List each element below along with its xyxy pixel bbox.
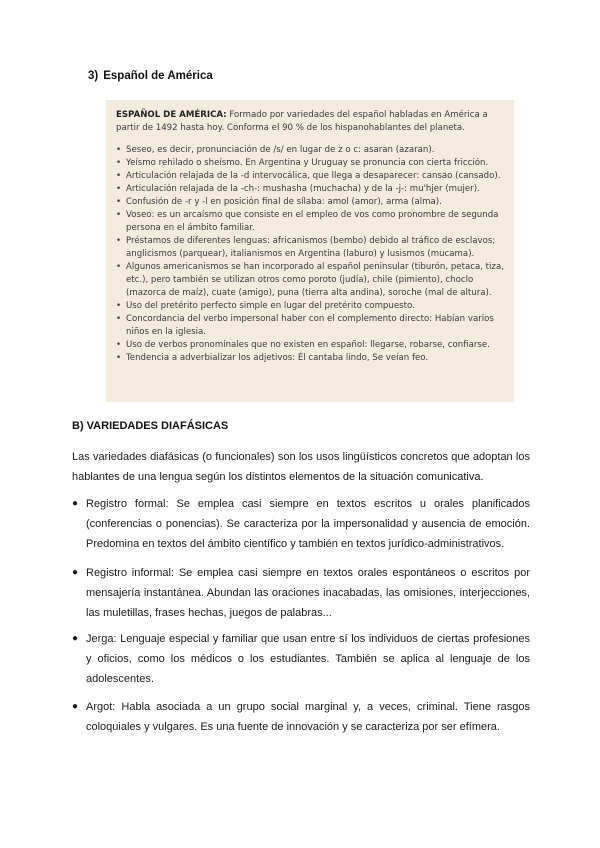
list-item: • Concordancia del verbo impersonal haber con el complemento directo: Habían varios niños en la iglesia.	[116, 313, 508, 339]
bullet-text: Registro informal: Se emplea casi siempre en textos orales espontáneos o escritos por mensajería instantánea. Abundan las oraciones inacabadas, las omisiones, interjecciones, las muletillas, frases hechas, juegos de palabras...	[86, 567, 530, 619]
bullet-dot-icon: ●	[72, 498, 79, 509]
section-number: 3)	[88, 70, 99, 82]
list-item: • Uso de verbos pronominales que no existen en español: llegarse, robarse, confiarse.	[116, 339, 508, 352]
bullet-dot-icon: ●	[72, 567, 79, 578]
bullet-text: Registro formal: Se emplea casi siempre en textos escritos u orales planificados (conferencias o ponencias). Se caracteriza por la impersonalidad y ausencia de emoción. Predomina en textos del ámbito científico y también en textos jurídico-administrativos.	[86, 498, 530, 550]
box-intro-head: ESPAÑOL DE AMÉRICA:	[116, 110, 227, 120]
box-intro-text: Formado por variedades del español habladas en América a partir de 1492 hasta hoy. Conforma el 90 % de los hispanohablantes del planeta.	[116, 110, 488, 133]
box-feature-list	[116, 144, 508, 365]
box-intro	[116, 109, 508, 135]
section-title-espanol-america	[88, 70, 213, 82]
list-item: • Algunos americanismos se han incorporado al español peninsular (tiburón, petaca, tiza, etc.), pero también se utilizan otros como poroto (judía), chile (pimiento), choclo (mazorca de maíz), cuate (amigo), puna (tierra alta andina), soroche (mal de altura).	[116, 261, 508, 300]
list-item: • Yeísmo rehilado o sheísmo. En Argentina y Uruguay se pronuncia con cierta fricción.	[116, 157, 508, 170]
list-item: • Uso del pretérito perfecto simple en lugar del pretérito compuesto.	[116, 300, 508, 313]
bullet-text: Argot: Habla asociada a un grupo social marginal y, a veces, criminal. Tiene rasgos coloquiales y vulgares. Es una fuente de innovación y se caracteriza por ser efímera.	[86, 701, 530, 733]
bullet-dot-icon: ●	[72, 633, 79, 644]
intro-paragraph: Las variedades diafásicas (o funcionales) son los usos lingüísticos concretos que adoptan los hablantes de una lengua según los distintos elementos de la situación comunicativa.	[72, 451, 530, 483]
section-title-text: Español de América	[103, 70, 213, 82]
list-item: • Articulación relajada de la -ch-: mushasha (muchacha) y de la -j-: mu'hjer (mujer).	[116, 183, 508, 196]
bullet-text: Jerga: Lenguaje especial y familiar que usan entre sí los individuos de ciertas profesiones y oficios, como los médicos o los estudiantes. También se aplica al lenguaje de los adolescentes.	[86, 633, 530, 685]
list-item: • Tendencia a adverbializar los adjetivos: Él cantaba lindo, Se veían feo.	[116, 352, 508, 365]
list-item: • Articulación relajada de la -d intervocálica, que llega a desaparecer: cansao (cansado).	[116, 170, 508, 183]
espanol-america-box	[106, 100, 514, 402]
list-item: • Confusión de -r y -l en posición final de sílaba: amol (amor), arma (alma).	[116, 196, 508, 209]
list-item: • Seseo, es decir, pronunciación de /s/ en lugar de z o c: asaran (azaran).	[116, 144, 508, 157]
list-item: • Voseo: es un arcaísmo que consiste en el empleo de vos como pronombre de segunda persona en el ámbito familiar.	[116, 209, 508, 235]
section-title-variedades-diafasicas: B) VARIEDADES DIAFÁSICAS	[72, 420, 229, 432]
bullet-dot-icon: ●	[72, 701, 79, 712]
list-item: • Préstamos de diferentes lenguas: africanismos (bembo) debido al tráfico de esclavos; anglicismos (parquear), italianismos en Argentina (laburo) y lusismos (mucama).	[116, 235, 508, 261]
